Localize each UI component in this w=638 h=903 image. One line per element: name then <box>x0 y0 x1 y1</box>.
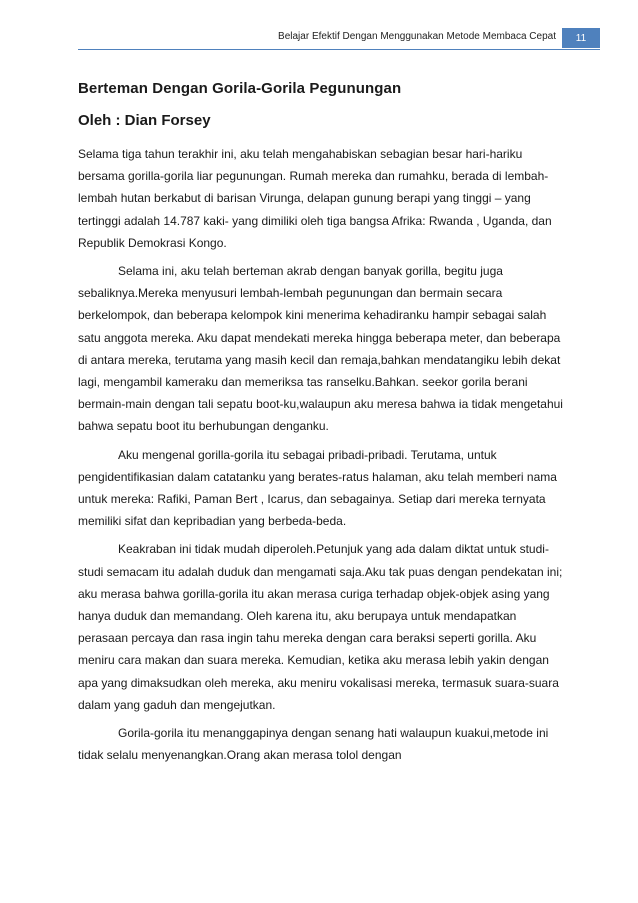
article-title: Berteman Dengan Gorila-Gorila Pegunungan <box>78 80 402 97</box>
page-number: 11 <box>575 32 587 44</box>
article-author: Oleh : Dian Forsey <box>78 112 211 129</box>
paragraph: Keakraban ini tidak mudah diperoleh.Petunjuk yang ada dalam diktat untuk studi-studi semacam itu adalah duduk dan mengamati saja.Aku tak puas dengan pendekatan ini; aku merasa bahwa gorilla-gorila itu akan merasa curiga terhadap objek-objek asing yang hanya duduk dan memandang. Oleh karena itu, aku berupaya untuk mendapatkan perasaan percaya dan rasa ingin tahu mereka dengan cara beraksi seperti gorilla. Aku meniru cara makan dan suara mereka. Kemudian, ketika aku merasa lebih yakin dengan apa yang dimaksudkan oleh mereka, aku meniru vokalisasi mereka, termasuk suara-suara dalam yang gaduh dan mengejutkan. <box>78 542 563 712</box>
article-body <box>78 80 566 772</box>
paragraph: Selama ini, aku telah berteman akrab dengan banyak gorilla, begitu juga sebaliknya.Mereka menyusuri lembah-lembah pegunungan dan bermain secara berkelompok, dan beberapa kelompok kini menerima kehadiranku hampir sebagai salah satu anggota mereka. Aku dapat mendekati mereka hingga beberapa meter, dan beberapa di antara mereka, terutama yang masih kecil dan remaja,bahkan mendatangiku lebih dekat lagi, mengambil kameraku dan memeriksa tas ranselku.Bahkan. seekor gorila berani bermain-main dengan tali sepatu boot-ku,walaupun aku meresa bahwa ia tidak mengetahui bahwa sepatu boot itu berhubungan denganku. <box>78 264 563 434</box>
paragraph: Aku mengenal gorilla-gorila itu sebagai pribadi-pribadi. Terutama, untuk pengidentifikasian dalam catatanku yang berates-ratus halaman, aku telah memberi nama untuk mereka: Rafiki, Paman Bert , Icarus, dan sebagainya. Setiap dari mereka ternyata memiliki sifat dan kepribadian yang berbeda-beda. <box>78 447 557 529</box>
paragraph: Gorila-gorila itu menanggapinya dengan senang hati walaupun kuakui,metode ini tidak selalu menyenangkan.Orang akan merasa tolol dengan <box>78 726 549 763</box>
running-title: Belajar Efektif Dengan Menggunakan Metode Membaca Cepat <box>278 31 556 42</box>
header-divider <box>78 49 600 50</box>
page-number-badge <box>562 28 600 48</box>
paragraph: Selama tiga tahun terakhir ini, aku telah mengahabiskan sebagian besar hari-hariku bersama gorilla-gorila liar pegunungan. Rumah mereka dan rumahku, berada di lembah-lembah hutan berkabut di barisan Virunga, delapan gunung berapi yang tinggi – yang tertinggi adalah 14.787 kaki- yang dimiliki oleh tiga bangsa Afrika: Rwanda , Uganda, dan Republik Demokrasi Kongo. <box>78 147 552 250</box>
running-header <box>0 28 638 50</box>
